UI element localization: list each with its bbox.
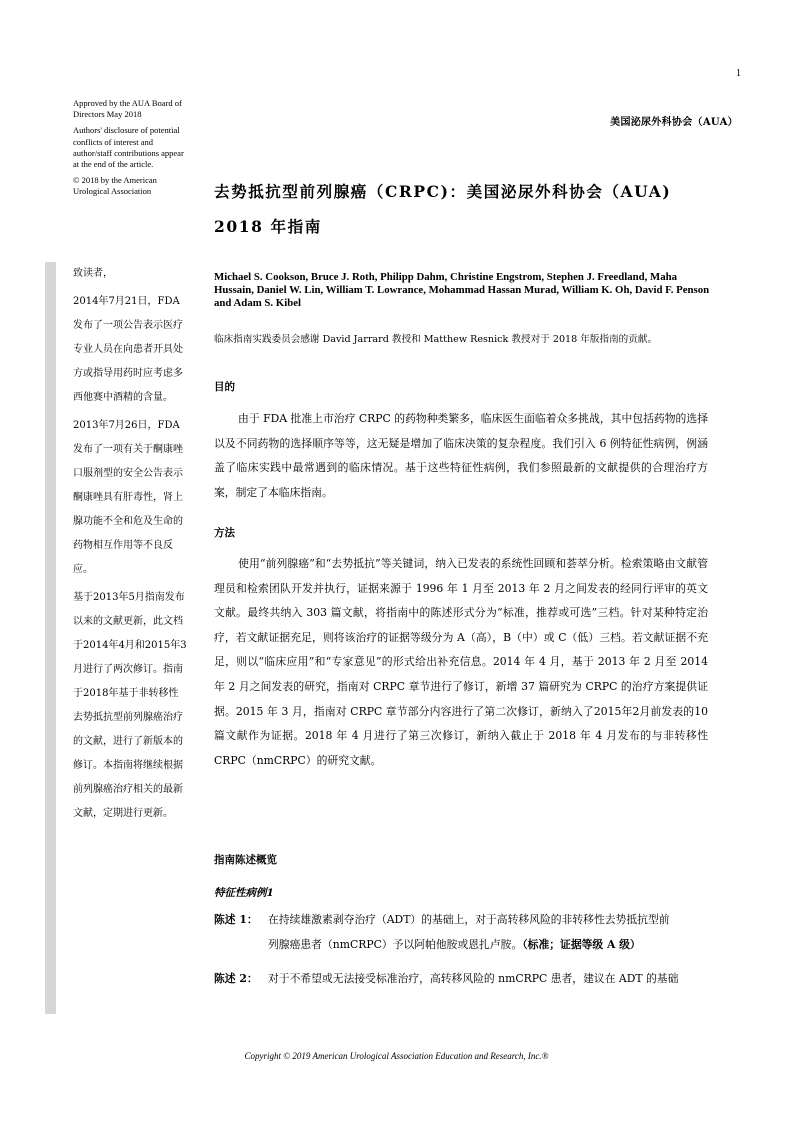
purpose-paragraph [214, 407, 708, 505]
methods-heading: 方法 [214, 527, 235, 539]
document-title [214, 174, 714, 244]
statement-text: 在持续雄激素剥夺治疗（ADT）的基础上，对于高转移风险的非转移性去势抵抗型前 [268, 913, 670, 926]
notice-paragraph: 致读者， [73, 268, 113, 279]
notice-paragraph: 2013年7月26日，FDA发布了一项有关于酮康唑口服剂型的安全公告表示酮康唑具有肝毒性，肾上腺功能不全和危及生命的药物相互作用等不良反应。 [73, 420, 183, 575]
statement-text: 对于不希望或无法接受标准治疗，高转移风险的 nmCRPC 患者，建议在 ADT 的基础 [268, 972, 679, 985]
notice-paragraph: 基于2013年5月指南发布以来的文献更新，此文档于2014年4月和2015年3月进行了两次修订。指南于2018年基于非转移性去势抵抗型前列腺癌治疗的文献，进行了新版本的修订。本指南将继续根据前列腺癌治疗相关的最新文献，定期进行更新。 [73, 592, 187, 819]
overview-heading: 指南陈述概览 [214, 854, 277, 866]
acknowledgement: 临床指南实践委员会感谢 David Jarrard 教授和 Matthew Resnick 教授对于 2018 年版指南的贡献。 [214, 334, 658, 345]
author-list: Michael S. Cookson, Bruce J. Roth, Philipp Dahm, Christine Engstrom, Stephen J. Freedland, Maha Hussain, Daniel W. Lin, William T. Lowrance, Mohammad Hassan Murad, William K. Oh, David F. Penson and Adam S. Kibel [214, 271, 710, 310]
methods-text: 使用“前列腺癌”和“去势抵抗”等关键词，纳入已发表的系统性回顾和荟萃分析。检索策略由文献管理员和检索团队开发并执行，证据来源于 1996 年 1 月至 2013 年 2 月之间发表的经同行评审的英文文献。最终共纳入 303 篇文献，将指南中的陈述形式分为“标准，推荐或可选”三档。针对某种特定治疗，若文献证据充足，则将该治疗的证据等级分为 A（高），B（中）或 C（低）三档。若文献证据不充足，则以“临床应用”和“专家意见”的形式给出补充信息。2014 年 4 月，基于 2013 年 2 月至 2014 年 2 月之间发表的研究，指南对 CRPC 章节进行了修订，新增 37 篇研究为 CRPC 的治疗方案提供证据。2015 年 3 月，指南对 CRPC 章节部分内容进行了第二次修订，新纳入了2015年2月前发表的10篇文献作为证据。2018 年 4 月进行了第三次修订，新纳入截止于 2018 年 4 月发布的与非转移性 CRPC（nmCRPC）的研究文献。 [214, 557, 708, 767]
statement-text: 列腺癌患者（nmCRPC）予以阿帕他胺或恩扎卢胺。 [268, 938, 523, 951]
statement-1 [214, 907, 708, 957]
title-line-1: 去势抵抗型前列腺癌（CRPC)：美国泌尿外科协会（AUA) [214, 182, 672, 201]
sidebar-metadata [73, 98, 191, 203]
title-line-2: 2018 年指南 [214, 217, 322, 236]
statement-label: 陈述 2： [214, 972, 258, 985]
copyright-note: © 2018 by the American Urological Association [73, 175, 157, 197]
disclosure-note: Authors' disclosure of potential conflicts of interest and author/staff contributions appear at the end of the article. [73, 125, 184, 170]
notice-paragraph: 2014年7月21日，FDA发布了一项公告表示医疗专业人员在向患者开具处方或指导用药时应考虑多西他赛中酒精的含量。 [73, 296, 183, 403]
methods-paragraph [214, 552, 708, 773]
statement-label: 陈述 1： [214, 913, 258, 926]
statement-2 [214, 966, 708, 991]
reader-notice [73, 262, 187, 830]
statement-grade: （标准；证据等级 A 级） [522, 938, 641, 951]
sidebar-accent-bar [45, 262, 56, 1014]
footer-copyright: Copyright © 2019 American Urological Association Education and Research, Inc.® [244, 1051, 549, 1061]
case-heading: 特征性病例1 [214, 887, 274, 899]
purpose-heading: 目的 [214, 381, 235, 393]
purpose-text: 由于 FDA 批准上市治疗 CRPC 的药物种类繁多，临床医生面临着众多挑战，其中包括药物的选择以及不同药物的选择顺序等等，这无疑是增加了临床决策的复杂程度。我们引入 6 例特征性病例，例涵盖了临床实践中最常遇到的临床情况。基于这些特征性病例，我们参照最新的文献提供的合理治疗方案，制定了本临床指南。 [214, 412, 708, 499]
organization-header: 美国泌尿外科协会（AUA） [610, 117, 738, 128]
approval-note: Approved by the AUA Board of Directors May 2018 [73, 98, 182, 120]
page-number: 1 [736, 68, 741, 79]
